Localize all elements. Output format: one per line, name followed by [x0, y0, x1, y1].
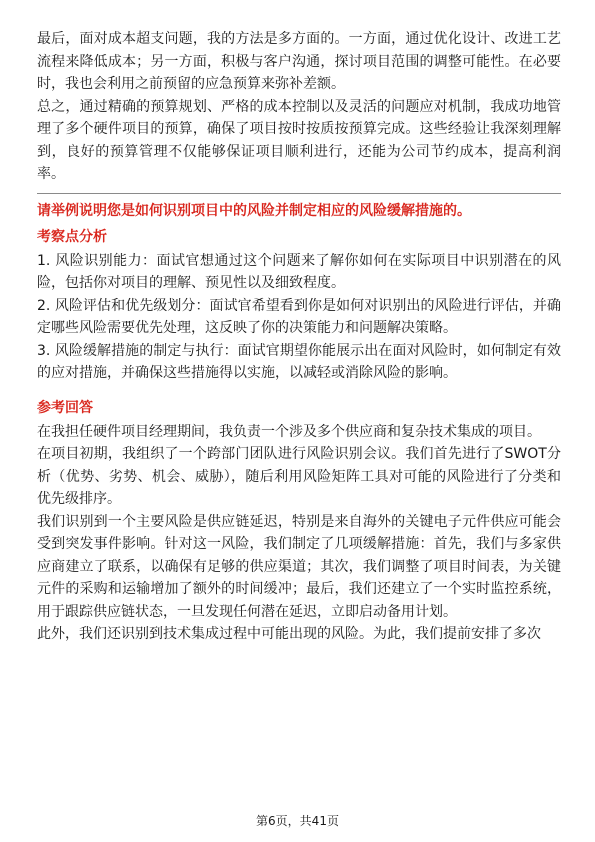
answer-paragraph-4: 此外，我们还识别到技术集成过程中可能出现的风险。为此，我们提前安排了多次: [37, 626, 541, 642]
question-title: 请举例说明您是如何识别项目中的风险并制定相应的风险缓解措施的。: [37, 202, 471, 219]
page-number: 第6页，共41页: [256, 814, 339, 828]
analysis-item-2: 2. 风险评估和优先级划分：面试官希望看到你是如何对识别出的风险进行评估，并确定哪些风险需要优先处理，这反映了你的决策能力和问题解决策略。: [37, 297, 561, 336]
answer-paragraph-3: 我们识别到一个主要风险是供应链延迟，特别是来自海外的关键电子元件供应可能会受到突发事件影响。针对这一风险，我们制定了几项缓解措施：首先，我们与多家供应商建立了联系，以确保有足够的供应渠道；其次，我们调整了项目时间表，为关键元件的采购和运输增加了额外的时间缓冲；最后，我们还建立了一个实时监控系统，用于跟踪供应链状态，一旦发现任何潜在延迟，立即启动备用计划。: [37, 513, 561, 620]
analysis-item-1: 1. 风险识别能力：面试官想通过这个问题来了解你如何在实际项目中识别潜在的风险，包括你对项目的理解、预见性以及细致程度。: [37, 252, 561, 291]
answer-paragraph-1: 在我担任硬件项目经理期间，我负责一个涉及多个供应商和复杂技术集成的项目。: [37, 423, 541, 440]
paragraph-summary: 总之，通过精确的预算规划、严格的成本控制以及灵活的问题应对机制，我成功地管理了多个硬件项目的预算，确保了项目按时按质按预算完成。这些经验让我深刻理解到，良好的预算管理不仅能够保证项目顺利进行，还能为公司节约成本，提高利润率。: [37, 98, 561, 182]
document-page: [37, 28, 561, 646]
answer-heading: 参考回答: [37, 399, 93, 416]
answer-paragraph-2: 在项目初期，我组织了一个跨部门团队进行风险识别会议。我们首先进行了SWOT分析（优势、劣势、机会、威胁），随后利用风险矩阵工具对可能的风险进行了分类和优先级排序。: [37, 446, 561, 507]
analysis-heading: 考察点分析: [37, 228, 107, 245]
spacer: [37, 385, 561, 393]
section-divider: [37, 193, 561, 194]
analysis-item-3: 3. 风险缓解措施的制定与执行：面试官期望你能展示出在面对风险时，如何制定有效的应对措施，并确保这些措施得以实施，以减轻或消除风险的影响。: [37, 342, 561, 381]
paragraph-cost-overrun: 最后，面对成本超支问题，我的方法是多方面的。一方面，通过优化设计、改进工艺流程来降低成本；另一方面，积极与客户沟通，探讨项目范围的调整可能性。在必要时，我也会利用之前预留的应急预算来弥补差额。: [37, 31, 561, 92]
